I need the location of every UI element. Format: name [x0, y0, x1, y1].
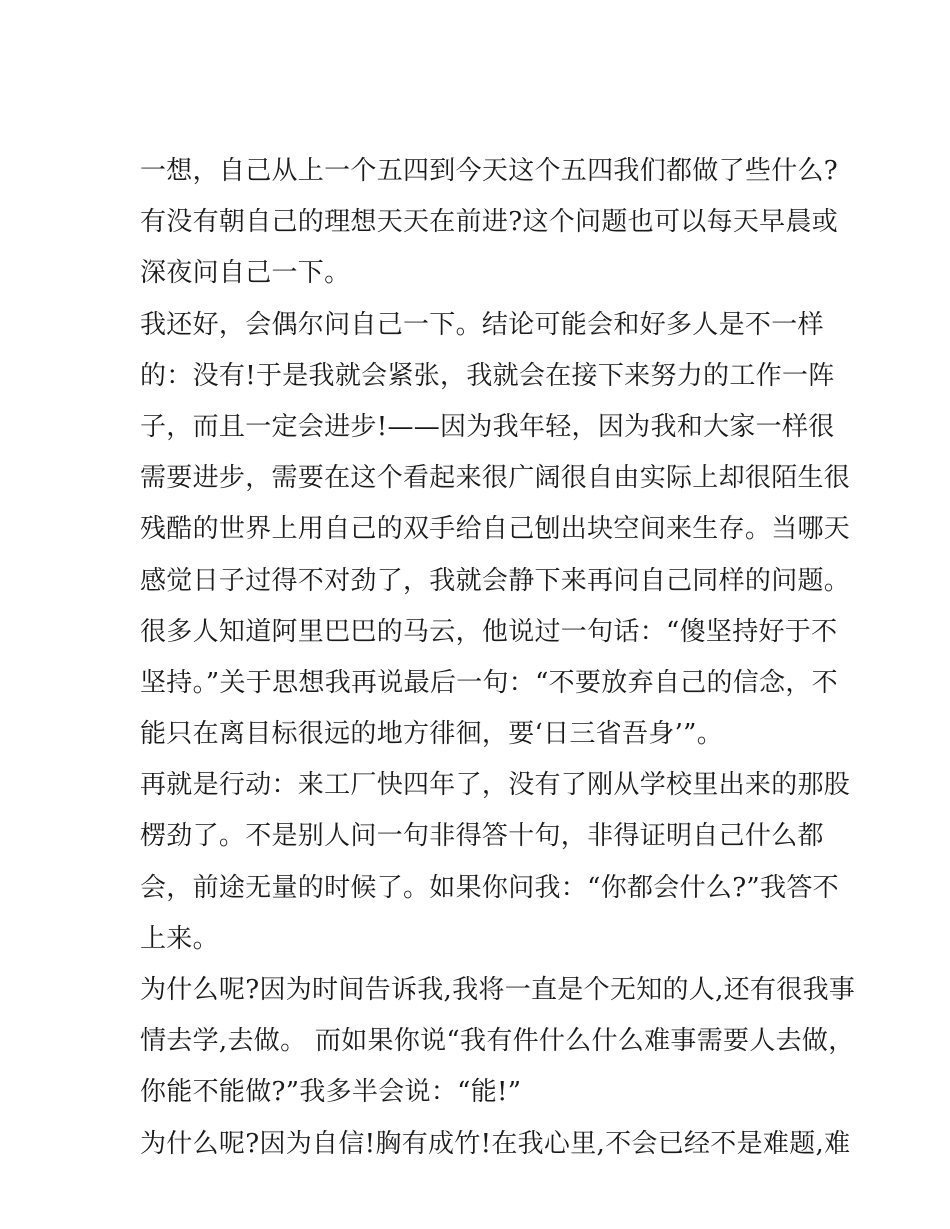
- text-line: 楞劲了。不是别人问一句非得答十句，非得证明自己什么都: [140, 821, 824, 852]
- text-line: 感觉日子过得不对劲了，我就会静下来再问自己同样的问题。: [140, 565, 851, 596]
- text-line: 情去学,去做。 而如果你说“我有件什么什么难事需要人去做，: [140, 1026, 855, 1057]
- text-line: 为什么呢?因为时间告诉我,我将一直是个无知的人,还有很我事: [140, 975, 856, 1005]
- text-line: 深夜问自己一下。: [140, 258, 351, 289]
- text-line: 有没有朝自己的理想天天在前进?这个问题也可以每天早晨或: [140, 207, 839, 238]
- text-line: 为什么呢?因为自信!胸有成竹!在我心里,不会已经不是难题,难: [140, 1128, 851, 1159]
- text-line: 子，而且一定会进步!——因为我年轻，因为我和大家一样很: [140, 411, 835, 442]
- text-line: 能只在离目标很远的地方徘徊，要‘日三省吾身’”。: [140, 719, 724, 750]
- text-line: 很多人知道阿里巴巴的马云，他说过一句话：“傻坚持好于不: [140, 616, 838, 647]
- text-line: 上来。: [140, 923, 219, 954]
- text-line: 需要进步，需要在这个看起来很广阔很自由实际上却很陌生很: [140, 463, 851, 494]
- body-text: [140, 146, 856, 1170]
- text-line: 一想，自己从上一个五四到今天这个五四我们都做了些什么?: [140, 156, 839, 186]
- text-line: 会，前途无量的时候了。如果你问我：“你都会什么?”我答不: [140, 872, 839, 903]
- text-line: 再就是行动：来工厂快四年了，没有了刚从学校里出来的那股: [140, 770, 851, 801]
- text-line: 我还好，会偶尔问自己一下。结论可能会和好多人是不一样: [140, 309, 824, 340]
- text-line: 残酷的世界上用自己的双手给自己刨出块空间来生存。当哪天: [140, 514, 851, 545]
- text-line: 你能不能做?”我多半会说：“能!”: [140, 1077, 522, 1108]
- text-line: 坚持。”关于思想我再说最后一句：“不要放弃自己的信念，不: [140, 667, 838, 698]
- text-line: 的：没有!于是我就会紧张，我就会在接下来努力的工作一阵: [140, 360, 835, 391]
